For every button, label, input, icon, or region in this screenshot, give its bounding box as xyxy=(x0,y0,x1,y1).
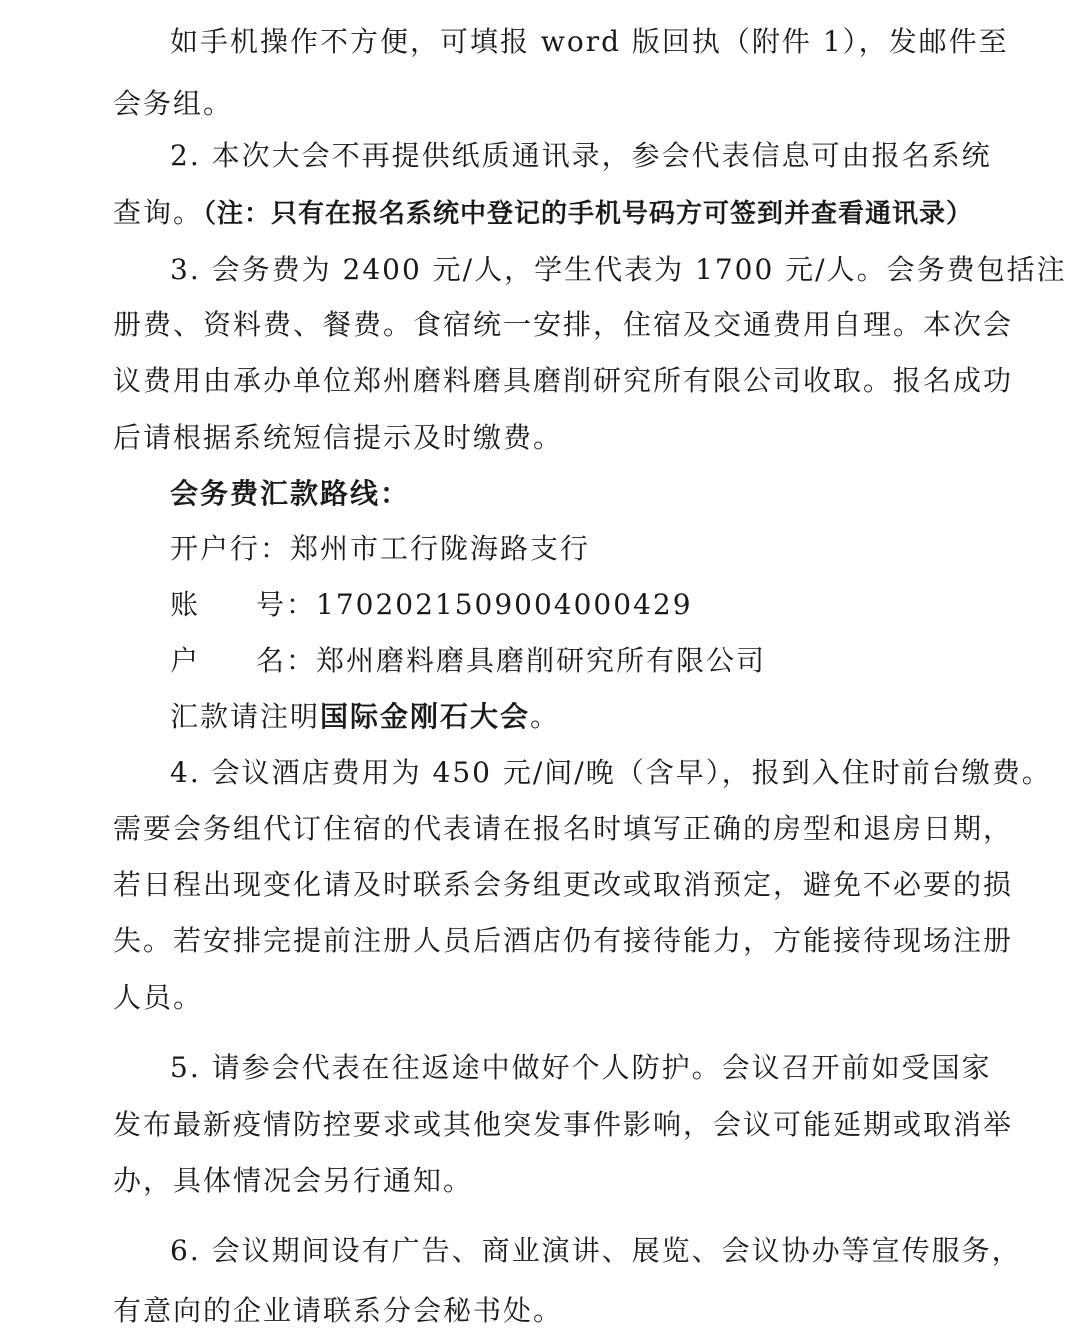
remittance-remark xyxy=(170,689,973,745)
remark-conference-name: 国际金刚石大会 xyxy=(320,700,531,733)
paragraph-1-line-1: 如手机操作不方便，可填报 word 版回执（附件 1），发邮件至 xyxy=(170,25,1009,58)
paragraph-2-query-text: 查询。 xyxy=(113,196,204,229)
paragraph-4-line-3: 若日程出现变化请及时联系会务组更改或取消预定，避免不必要的损 xyxy=(113,868,1014,901)
paragraph-2-line-1: 2. 本次大会不再提供纸质通讯录，参会代表信息可由报名系统 xyxy=(170,139,992,172)
account-label-b: 号： xyxy=(256,588,317,621)
account-name-row xyxy=(170,633,973,689)
paragraph-3-line-4: 后请根据系统短信提示及时缴费。 xyxy=(113,421,564,454)
remittance-heading: 会务费汇款路线： xyxy=(170,477,411,510)
paragraph-1-line-2: 会务组。 xyxy=(113,87,234,120)
paragraph-3-line-1: 3. 会务费为 2400 元/人，学生代表为 1700 元/人。会务费包括注 xyxy=(170,253,1067,286)
bank-row xyxy=(170,521,973,577)
paragraph-6-line-1: 6. 会议期间设有广告、商业演讲、展览、会议协办等宣传服务， xyxy=(170,1234,1022,1267)
paragraph-3-line-3: 议费用由承办单位郑州磨料磨具磨削研究所有限公司收取。报名成功 xyxy=(113,364,1014,397)
bank-label: 开户行： xyxy=(170,532,291,565)
account-name-value: 郑州磨料磨具磨削研究所有限公司 xyxy=(316,644,767,677)
account-name-label-a: 户 xyxy=(170,644,201,677)
account-number: 1702021509004000429 xyxy=(316,588,693,621)
bank-value: 郑州市工行陇海路支行 xyxy=(290,532,591,565)
remark-prefix: 汇款请注明 xyxy=(170,700,321,733)
paragraph-6-line-2: 有意向的企业请联系分会秘书处。 xyxy=(113,1294,564,1327)
paragraph-4-line-1: 4. 会议酒店费用为 450 元/间/晚（含早），报到入住时前台缴费。 xyxy=(170,756,1052,789)
paragraph-4-line-5: 人员。 xyxy=(113,981,204,1014)
paragraph-2-note: （注：只有在报名系统中登记的手机号码方可签到并查看通讯录） xyxy=(203,199,974,229)
paragraph-5-line-3: 办，具体情况会另行通知。 xyxy=(113,1164,474,1197)
account-label-a: 账 xyxy=(170,588,201,621)
paragraph-2-line-2 xyxy=(113,185,973,241)
paragraph-5-line-1: 5. 请参会代表在往返途中做好个人防护。会议召开前如受国家 xyxy=(170,1051,992,1084)
remark-suffix: 。 xyxy=(530,700,561,733)
paragraph-3-line-2: 册费、资料费、餐费。食宿统一安排，住宿及交通费用自理。本次会 xyxy=(113,308,1014,341)
account-name-label-b: 名： xyxy=(256,644,317,677)
account-row xyxy=(170,577,973,633)
paragraph-4-line-2: 需要会务组代订住宿的代表请在报名时填写正确的房型和退房日期， xyxy=(113,812,1014,845)
paragraph-4-line-4: 失。若安排完提前注册人员后酒店仍有接待能力，方能接待现场注册 xyxy=(113,924,1014,957)
paragraph-5-line-2: 发布最新疫情防控要求或其他突发事件影响，会议可能延期或取消举 xyxy=(113,1108,1014,1141)
